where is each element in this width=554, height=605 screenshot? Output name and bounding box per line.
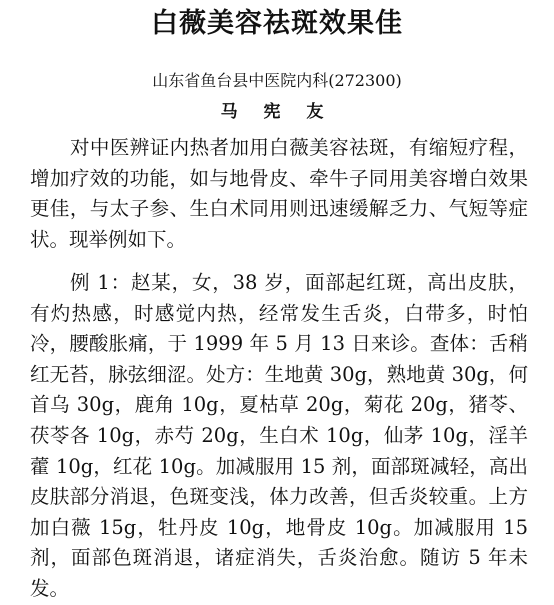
case-report-paragraph: 例 1：赵某，女，38 岁，面部起红斑，高出皮肤，有灼热感，时感觉内热，经常发生舌炎，白带多，时怕冷，腰酸胀痛，于 1999 年 5 月 13 日来诊。查体：舌稍红无苔，脉弦细涩。处方：生地黄 30g，熟地黄 30g，何首乌 30g，鹿角 10g，夏枯草 20g，菊花 20g，猪苓、茯苓各 10g，赤芍 20g，生白术 10g，仙茅 10g，淫羊藿 10g，红花 10g。加减服用 15 剂，面部斑减轻，高出皮肤部分消退，色斑变浅，体力改善，但舌炎较重。上方加白薇 15g，牡丹皮 10g，地骨皮 10g。加减服用 15 剂，面部色斑消退，诸症消失，舌炎治愈。随访 5 年未发。: [30, 271, 528, 600]
article-title: 白薇美容祛斑效果佳: [151, 8, 403, 39]
body-paragraph: 对中医辨证内热者加用白薇美容祛斑，有缩短疗程，增加疗效的功能，如与地骨皮、牵牛子同用美容增白效果更佳，与太子参、生白术同用则迅速缓解乏力、气短等症状。现举例如下。: [30, 136, 528, 251]
author-affiliation: 山东省鱼台县中医院内科(272300): [152, 71, 402, 90]
author-name: 马 宪 友: [220, 102, 334, 122]
